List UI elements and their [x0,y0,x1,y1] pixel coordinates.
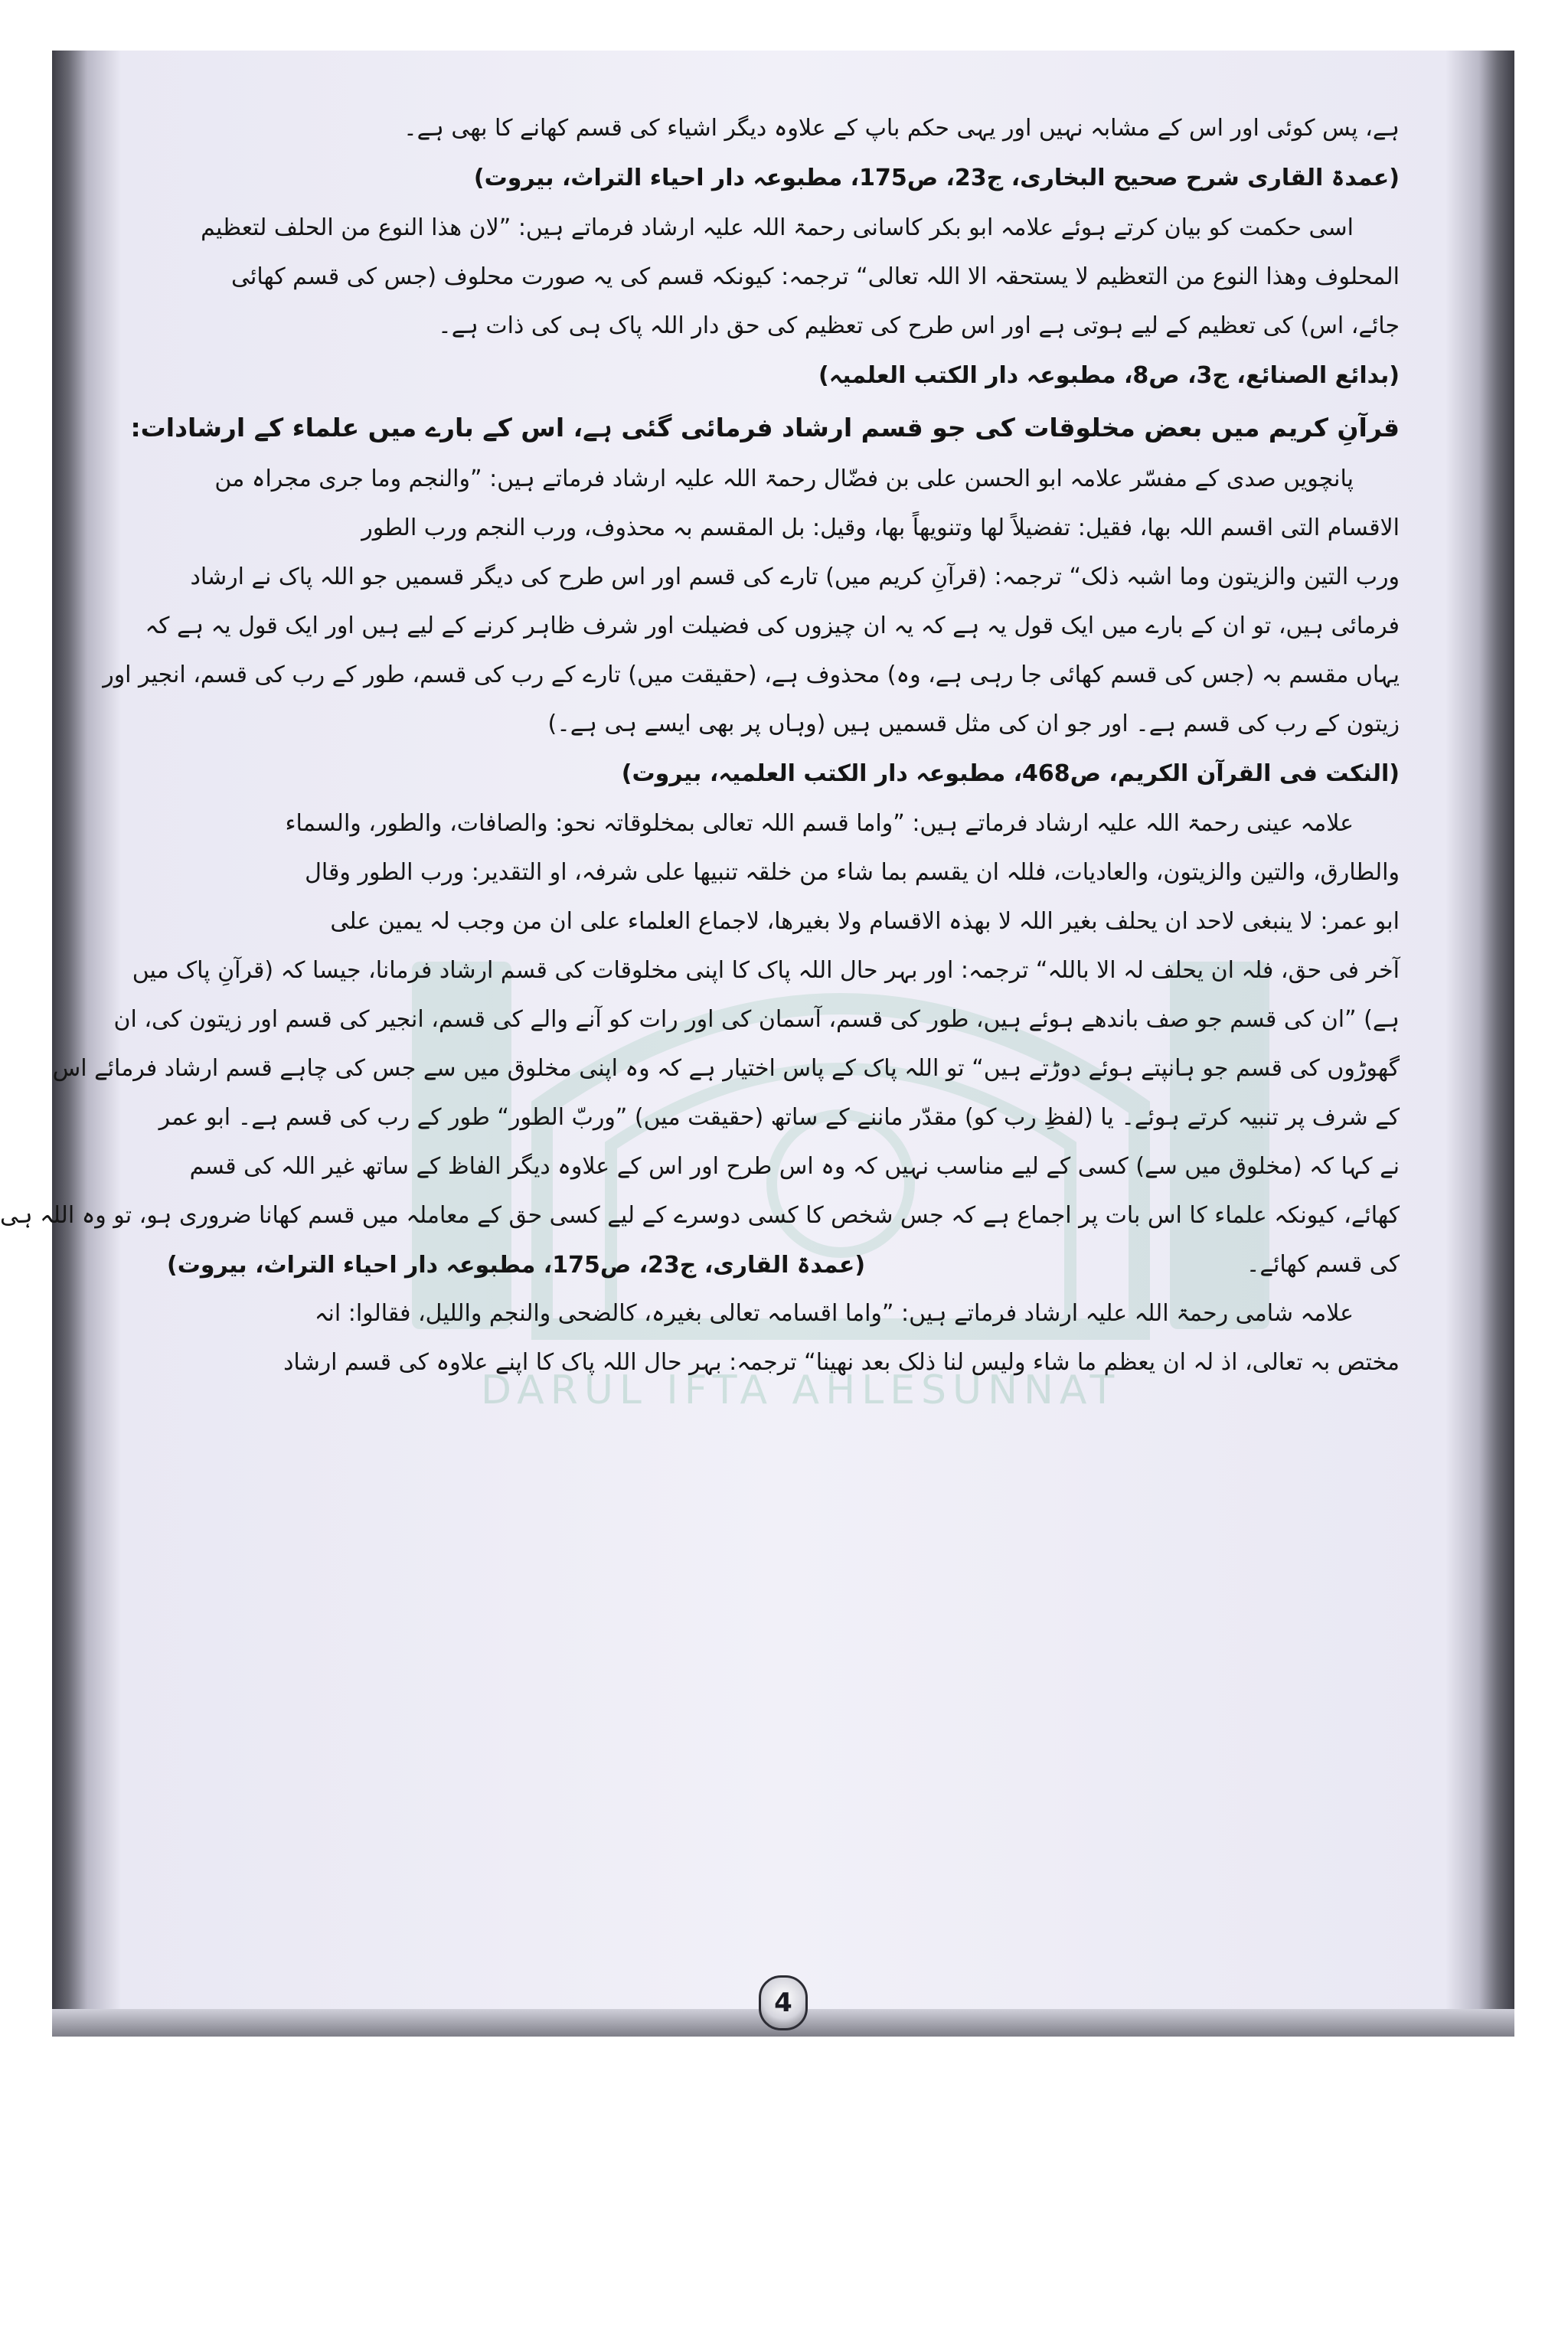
paragraph-line: آخر فی حق، فلہ ان یحلف لہ الا باللہ“ ترجمہ: اور بہر حال اللہ پاک کا اپنی مخلوقات کی قسم ارشاد فرمانا، جیسا کہ (قرآنِ پاک میں [132,957,1400,984]
section-heading: قرآنِ کریم میں بعض مخلوقات کی جو قسم ارشاد فرمائی گئی ہے، اس کے بارے میں علماء کے ارشادات: [130,413,1400,443]
paragraph-line: ورب التین والزیتون وما اشبہ ذلک“ ترجمہ: (قرآنِ کریم میں) تارے کی قسم اور اس طرح کی دیگر قسمیں جو اللہ پاک نے ارشاد [190,564,1400,590]
paragraph-line: پانچویں صدی کے مفسّر علامہ ابو الحسن علی بن فضّال رحمۃ اللہ علیہ ارشاد فرماتے ہیں: ”والنجم وما جری مجراہ من [214,466,1354,492]
paragraph-line: گھوڑوں کی قسم جو ہانپتے ہوئے دوڑتے ہیں“ تو اللہ پاک کے پاس اختیار ہے کہ وہ اپنی مخلوق میں سے جس کی چاہے قسم ارشاد فرمائے اس [52,1055,1400,1082]
reference-line: (عمدۃ القاری شرح صحیح البخاری، ج23، ص175، مطبوعہ دار احیاء التراث، بیروت) [473,165,1400,191]
paragraph-line: نے کہا کہ (مخلوق میں سے) کسی کے لیے مناسب نہیں کہ وہ اس طرح اور اس کے علاوہ دیگر الفاظ کے ساتھ غیر اللہ کی قسم [189,1153,1400,1180]
paragraph-line: علامہ شامی رحمۃ اللہ علیہ ارشاد فرماتے ہیں: ”واما اقسامہ تعالی بغیرہ، کالضحی والنجم واللیل، فقالوا: انہ [314,1300,1354,1327]
paragraph-line: الاقسام التی اقسم اللہ بھا، فقیل: تفضیلاً لھا وتنویھاً بھا، وقیل: بل المقسم بہ محذوف، ورب النجم ورب الطور [361,514,1400,541]
paragraph-tail-text: کی قسم کھائے۔ [1246,1251,1400,1278]
paragraph-line: جائے، اس) کی تعظیم کے لیے ہوتی ہے اور اس طرح کی تعظیم کی حق دار اللہ پاک ہی کی ذات ہے۔ [438,312,1400,339]
reference-line: (النکت فی القرآن الکریم، ص468، مطبوعہ دار الکتب العلمیہ، بیروت) [621,760,1400,787]
paragraph-line: زیتون کے رب کی قسم ہے۔ اور جو ان کی مثل قسمیں ہیں (وہاں پر بھی ایسے ہی ہے۔) [547,710,1400,737]
paragraph-line: فرمائی ہیں، تو ان کے بارے میں ایک قول یہ ہے کہ یہ ان چیزوں کی فضیلت اور شرف ظاہر کرنے کے لیے ہیں اور ایک قول یہ ہے کہ [145,612,1400,639]
paragraph-line: کے شرف پر تنبیہ کرتے ہوئے۔ یا (لفظِ رب کو) مقدّر ماننے کے ساتھ (حقیقت میں) ”وربّ الطور“ طور کے رب کی قسم ہے۔ ابو عمر [158,1104,1400,1131]
paragraph-line: مختص بہ تعالی، اذ لہ ان یعظم ما شاء ولیس لنا ذلک بعد نھینا“ ترجمہ: بہر حال اللہ پاک کا اپنے علاوہ کی قسم ارشاد [283,1349,1400,1376]
reference-line: (بدائع الصنائع، ج3، ص8، مطبوعہ دار الکتب العلمیہ) [818,362,1400,389]
paragraph-line: ہے) ”ان کی قسم جو صف باندھے ہوئے ہیں، طور کی قسم، آسمان کی اور رات کو آنے والے کی قسم، انجیر کی قسم اور زیتون کی، ان [113,1006,1400,1033]
watermark-text: DARUL IFTA AHLESUNNAT [481,1367,1121,1413]
paragraph-line: کھائے، کیونکہ علماء کا اس بات پر اجماع ہے کہ جس شخص کا کسی دوسرے کے لیے کسی حق کے معاملہ میں قسم کھانا ضروری ہو، تو وہ اللہ ہی [0,1202,1400,1229]
paragraph-line: علامہ عینی رحمۃ اللہ علیہ ارشاد فرماتے ہیں: ”واما قسم اللہ تعالی بمخلوقاتہ نحو: والصافات، والطور، والسماء [285,810,1354,837]
paragraph-tail-line [167,1240,1400,1289]
reference-inline: (عمدۃ القاری، ج23، ص175، مطبوعہ دار احیاء التراث، بیروت) [167,1252,866,1279]
paragraph-line: ہے، پس کوئی اور اس کے مشابہ نہیں اور یہی حکم باپ کے علاوہ دیگر اشیاء کی قسم کھانے کا بھی ہے۔ [403,115,1400,142]
paragraph-line: والطارق، والتین والزیتون، والعادیات، فللہ ان یقسم بما شاء من خلقہ تنبیھا علی شرفہ، او التقدیر: ورب الطور وقال [305,859,1400,886]
page-frame [0,51,1514,2037]
page-number-badge: 4 [759,1975,808,2030]
paragraph-line: المحلوف وھذا النوع من التعظیم لا یستحقہ الا اللہ تعالی“ ترجمہ: کیونکہ قسم کی یہ صورت محلوف (جس کی قسم کھائی [231,263,1400,290]
paragraph-line: ابو عمر: لا ینبغی لاحد ان یحلف بغیر اللہ لا بھذہ الاقسام ولا بغیرھا، لاجماع العلماء علی ان من وجب لہ یمین علی [330,908,1400,935]
paragraph-line: یہاں مقسم بہ (جس کی قسم کھائی جا رہی ہے، وہ) محذوف ہے، (حقیقت میں) تارے کے رب کی قسم، طور کے رب کی قسم، انجیر اور [103,662,1400,688]
document-body [0,104,1400,1387]
paragraph-line: اسی حکمت کو بیان کرتے ہوئے علامہ ابو بکر کاسانی رحمۃ اللہ علیہ ارشاد فرماتے ہیں: ”لان ھذا النوع من الحلف لتعظیم [201,214,1354,241]
